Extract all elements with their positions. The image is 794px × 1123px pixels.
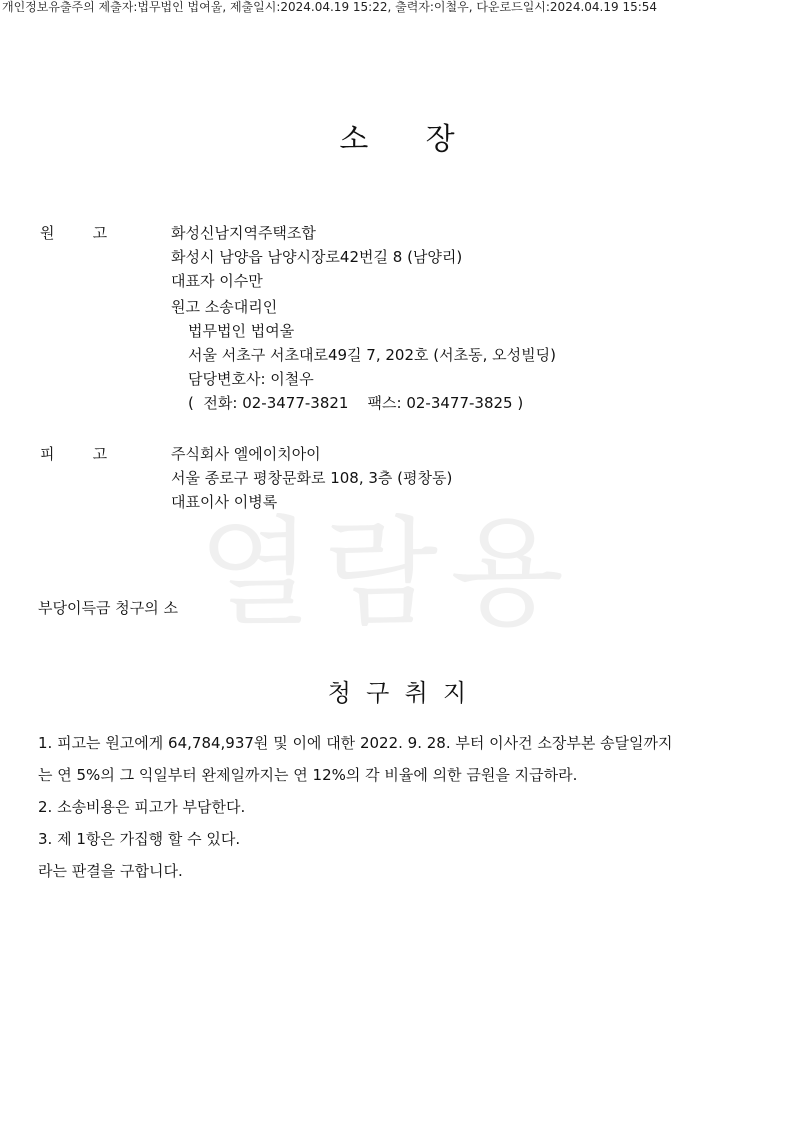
defendant-representative: 대표이사 이병록 [171,493,278,511]
plaintiff-agent-contact: ( 전화: 02-3477-3821 팩스: 02-3477-3825 ) [188,394,524,412]
plaintiff-agent-lawyer: 담당변호사: 이철우 [188,370,314,388]
plaintiff-representative: 대표자 이수만 [171,272,263,290]
claim-line: 3. 제 1항은 가집행 할 수 있다. [38,830,241,848]
claim-line: 2. 소송비용은 피고가 부담한다. [38,798,246,816]
case-name: 부당이득금 청구의 소 [38,599,178,617]
plaintiff-agent-address: 서울 서초구 서초대로49길 7, 202호 (서초동, 오성빌딩) [188,346,556,364]
download-info-header: 개인정보유출주의 제출자:법무법인 법여울, 제출일시:2024.04.19 15:22, 출력자:이철우, 다운로드일시:2024.04.19 15:54 [2,0,658,14]
plaintiff-address: 화성시 남양읍 남양시장로42번길 8 (남양리) [171,248,463,266]
defendant-name: 주식회사 엘에이치아이 [171,445,321,463]
defendant-label: 피 고 [40,445,108,463]
document-title: 소 장 [339,122,455,157]
claim-line: 1. 피고는 원고에게 64,784,937원 및 이에 대한 2022. 9. 28. 부터 이사건 소장부본 송달일까지 [38,734,673,752]
plaintiff-agent-heading: 원고 소송대리인 [171,298,278,316]
plaintiff-details [171,221,771,415]
plaintiff-agent-firm: 법무법인 법여울 [188,322,295,340]
plaintiff-label: 원 고 [40,224,108,242]
defendant-details [171,442,771,514]
defendant-address: 서울 종로구 평창문화로 108, 3층 (평창동) [171,469,453,487]
claim-title: 청 구 취 지 [327,679,467,707]
claim-line: 는 연 5%의 그 익일부터 완제일까지는 연 12%의 각 비율에 의한 금원을 지급하라. [38,766,578,784]
claim-line: 라는 판결을 구합니다. [38,862,183,880]
watermark-stamp: 열람용 [198,504,576,642]
plaintiff-name: 화성신남지역주택조합 [171,224,316,242]
claim-body [38,731,738,891]
